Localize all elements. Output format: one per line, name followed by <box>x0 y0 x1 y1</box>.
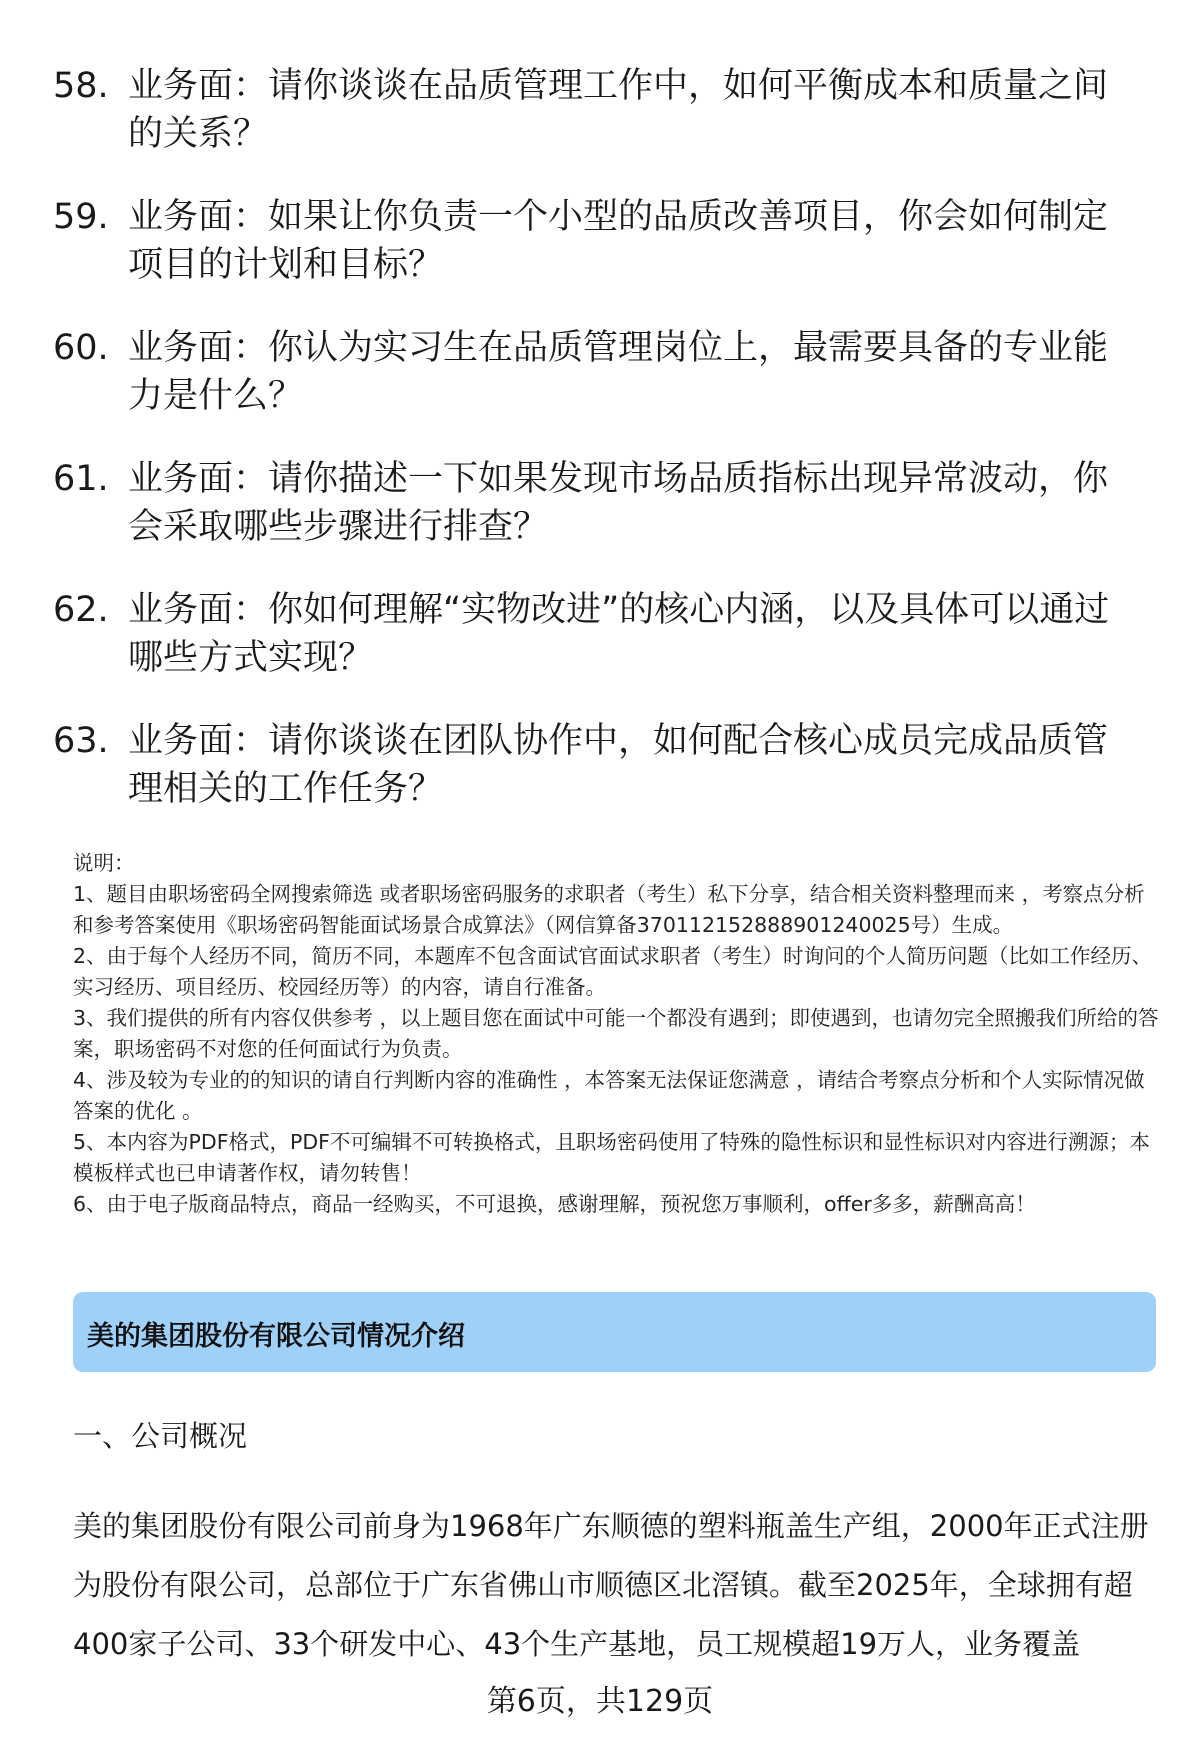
question-number: 59. <box>53 197 109 237</box>
question-number: 62. <box>53 590 109 630</box>
question-text: 业务面：请你描述一下如果发现市场品质指标出现异常波动，你会采取哪些步骤进行排查？ <box>128 459 1109 547</box>
company-paragraph: 美的集团股份有限公司前身为1968年广东顺德的塑料瓶盖生产组，2000年正式注册为股份有限公司，总部位于广东省佛山市顺德区北滘镇。截至2025年，全球拥有超400家子公司、33个研发中心、43个生产基地，员工规模超19万人，业务覆盖 <box>73 1509 1149 1661</box>
question-text: 业务面：请你谈谈在团队协作中，如何配合核心成员完成品质管理相关的工作任务？ <box>128 721 1109 809</box>
company-banner <box>73 1292 1156 1372</box>
company-banner-title: 美的集团股份有限公司情况介绍 <box>87 1321 465 1352</box>
question-number: 63. <box>53 721 109 761</box>
note-item: 4、涉及较为专业的的知识的请自行判断内容的准确性 ，本答案无法保证您满意 ，请结合考察点分析和个人实际情况做答案的优化 。 <box>73 1068 1145 1123</box>
question-text: 业务面：你如何理解“实物改进”的核心内涵，以及具体可以通过哪些方式实现？ <box>128 590 1110 678</box>
notes-section <box>73 848 1163 1220</box>
note-item: 2、由于每个人经历不同，简历不同，本题库不包含面试官面试求职者（考生）时询问的个人简历问题（比如工作经历、实习经历、项目经历、校园经历等）的内容，请自行准备。 <box>73 944 1153 999</box>
section-heading: 一、公司概况 <box>73 1419 248 1453</box>
note-item: 3、我们提供的所有内容仅供参考 ，以上题目您在面试中可能一个都没有遇到；即使遇到，也请勿完全照搬我们所给的答案，职场密码不对您的任何面试行为负责。 <box>73 1006 1159 1061</box>
note-item: 6、由于电子版商品特点，商品一经购买，不可退换，感谢理解，预祝您万事顺利，offer多多，薪酬高高！ <box>73 1192 1036 1216</box>
page-number: 第6页，共129页 <box>486 1684 714 1719</box>
question-number: 60. <box>53 328 109 368</box>
question-text: 业务面：你认为实习生在品质管理岗位上，最需要具备的专业能力是什么？ <box>128 328 1109 416</box>
notes-title: 说明： <box>73 851 135 875</box>
question-number: 58. <box>53 66 109 106</box>
question-text: 业务面：如果让你负责一个小型的品质改善项目，你会如何制定项目的计划和目标？ <box>128 197 1109 285</box>
note-item: 5、本内容为PDF格式，PDF不可编辑不可转换格式，且职场密码使用了特殊的隐性标识和显性标识对内容进行溯源；本模板样式也已申请著作权，请勿转售！ <box>73 1130 1150 1185</box>
question-text: 业务面：请你谈谈在品质管理工作中，如何平衡成本和质量之间的关系？ <box>128 66 1109 154</box>
question-number: 61. <box>53 459 109 499</box>
note-item: 1、题目由职场密码全网搜索筛选 或者职场密码服务的求职者（考生）私下分享，结合相关资料整理而来 ，考察点分析和参考答案使用《职场密码智能面试场景合成算法》（网信算备370112152888901240025号）生成。 <box>73 882 1145 937</box>
